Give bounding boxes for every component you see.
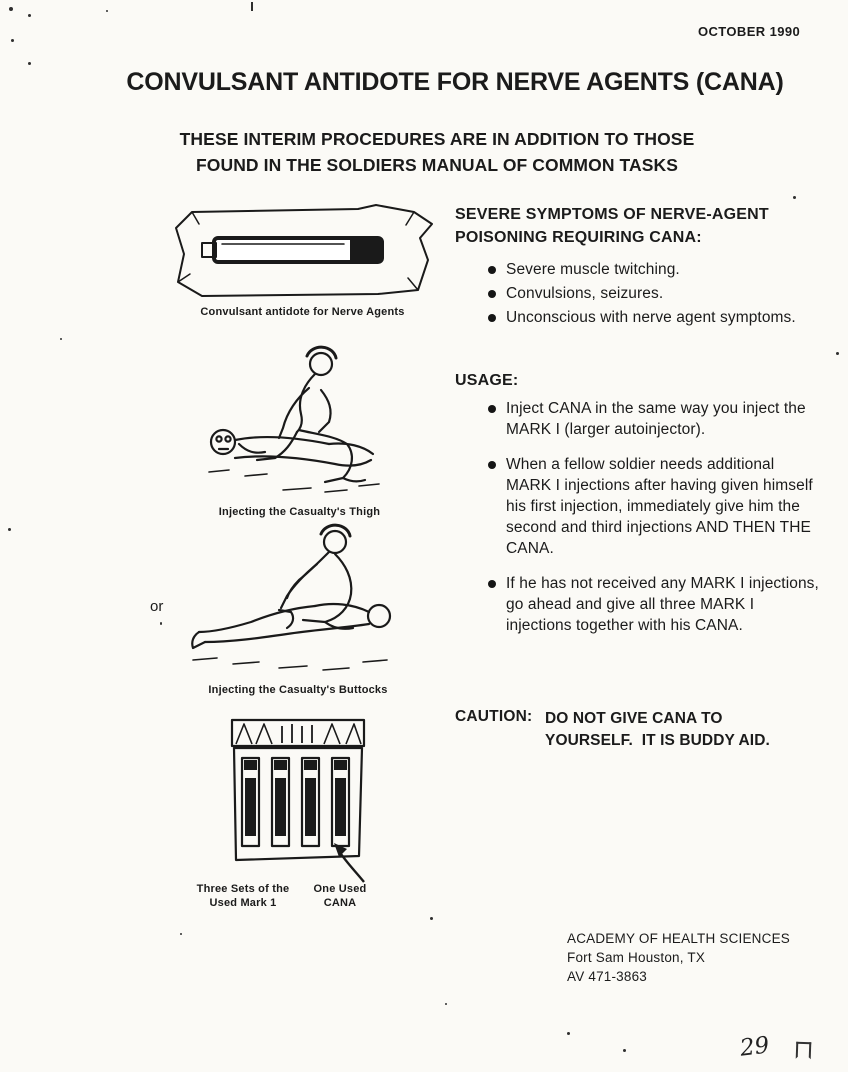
page-title: CONVULSANT ANTIDOTE FOR NERVE AGENTS (CANA)	[126, 68, 784, 96]
or-label: or	[150, 598, 164, 615]
list-item	[488, 259, 820, 280]
list-item	[488, 573, 820, 636]
bullet-icon	[488, 290, 496, 298]
thigh-injection-caption: Injecting the Casualty's Thigh	[218, 506, 381, 518]
usage-text: If he has not received any MARK I injections, go ahead and give all three MARK I injections together with his CANA.	[506, 575, 819, 634]
scan-speck	[28, 62, 31, 65]
caution-text: DO NOT GIVE CANA TO YOURSELF. IT IS BUDDY AID.	[545, 710, 770, 749]
used-injectors-pouch-drawing	[222, 716, 374, 886]
scan-speck	[445, 1003, 447, 1005]
doc-date: OCTOBER 1990	[698, 24, 801, 39]
caution-block	[455, 708, 799, 752]
symptoms-list	[488, 259, 820, 331]
symptom-text: Severe muscle twitching.	[506, 261, 680, 278]
scan-speck	[9, 7, 13, 11]
pouch-caption-used-mark1: Three Sets of the Used Mark 1	[196, 883, 290, 910]
buttocks-injection-drawing	[183, 520, 413, 680]
scan-speck	[60, 338, 62, 340]
usage-list	[488, 398, 820, 650]
pen-mark	[796, 1042, 812, 1060]
symptom-text: Convulsions, seizures.	[506, 285, 664, 302]
caution-label: CAUTION:	[455, 708, 533, 725]
buttocks-injection-caption: Injecting the Casualty's Buttocks	[208, 684, 388, 696]
doc-subtitle-line1: THESE INTERIM PROCEDURES ARE IN ADDITION TO THOSE	[179, 129, 695, 149]
thigh-injection-illustration	[192, 340, 407, 518]
scan-speck	[623, 1049, 626, 1052]
footer-location: Fort Sam Houston, TX	[567, 949, 706, 965]
doc-subtitle	[26, 126, 848, 179]
footer-org: ACADEMY OF HEALTH SCIENCES	[567, 931, 790, 946]
bullet-icon	[488, 266, 496, 274]
scan-speck	[160, 622, 162, 625]
scan-speck	[836, 352, 839, 355]
thigh-injection-drawing	[195, 340, 405, 502]
cana-package-drawing	[162, 202, 444, 302]
handwritten-page-number: 29	[738, 1032, 771, 1062]
scan-speck	[11, 39, 14, 42]
scan-speck	[251, 2, 253, 11]
scan-speck	[106, 10, 108, 12]
list-item	[488, 454, 820, 559]
scan-speck	[28, 14, 31, 17]
usage-heading: USAGE:	[455, 372, 519, 389]
footer-phone: AV 471-3863	[567, 968, 648, 984]
footer-address	[567, 931, 790, 988]
cana-package-illustration	[160, 202, 445, 318]
scan-speck	[567, 1032, 570, 1035]
scan-speck	[430, 917, 433, 920]
bullet-icon	[488, 405, 496, 413]
pouch-caption-used-cana: One Used CANA	[313, 883, 367, 910]
bullet-icon	[488, 461, 496, 469]
symptom-text: Unconscious with nerve agent symptoms.	[506, 309, 796, 326]
bullet-icon	[488, 580, 496, 588]
cana-package-caption: Convulsant antidote for Nerve Agents	[200, 306, 405, 318]
buttocks-injection-illustration	[178, 520, 418, 696]
usage-text: When a fellow soldier needs additional MARK I injections after having given himself his first injection, immediately give him the second and third injections AND THEN THE CANA.	[506, 456, 813, 557]
symptoms-heading: SEVERE SYMPTOMS OF NERVE-AGENT POISONING REQUIRING CANA:	[455, 206, 769, 247]
scan-speck	[793, 196, 796, 199]
used-injectors-pouch-illustration	[222, 716, 374, 886]
list-item	[488, 307, 820, 328]
doc-subtitle-line2: FOUND IN THE SOLDIERS MANUAL OF COMMON TASKS	[195, 155, 679, 176]
list-item	[488, 398, 820, 440]
scan-speck	[180, 933, 182, 935]
list-item	[488, 283, 820, 304]
scan-speck	[8, 528, 11, 531]
usage-text: Inject CANA in the same way you inject the MARK I (larger autoinjector).	[506, 400, 806, 438]
bullet-icon	[488, 314, 496, 322]
